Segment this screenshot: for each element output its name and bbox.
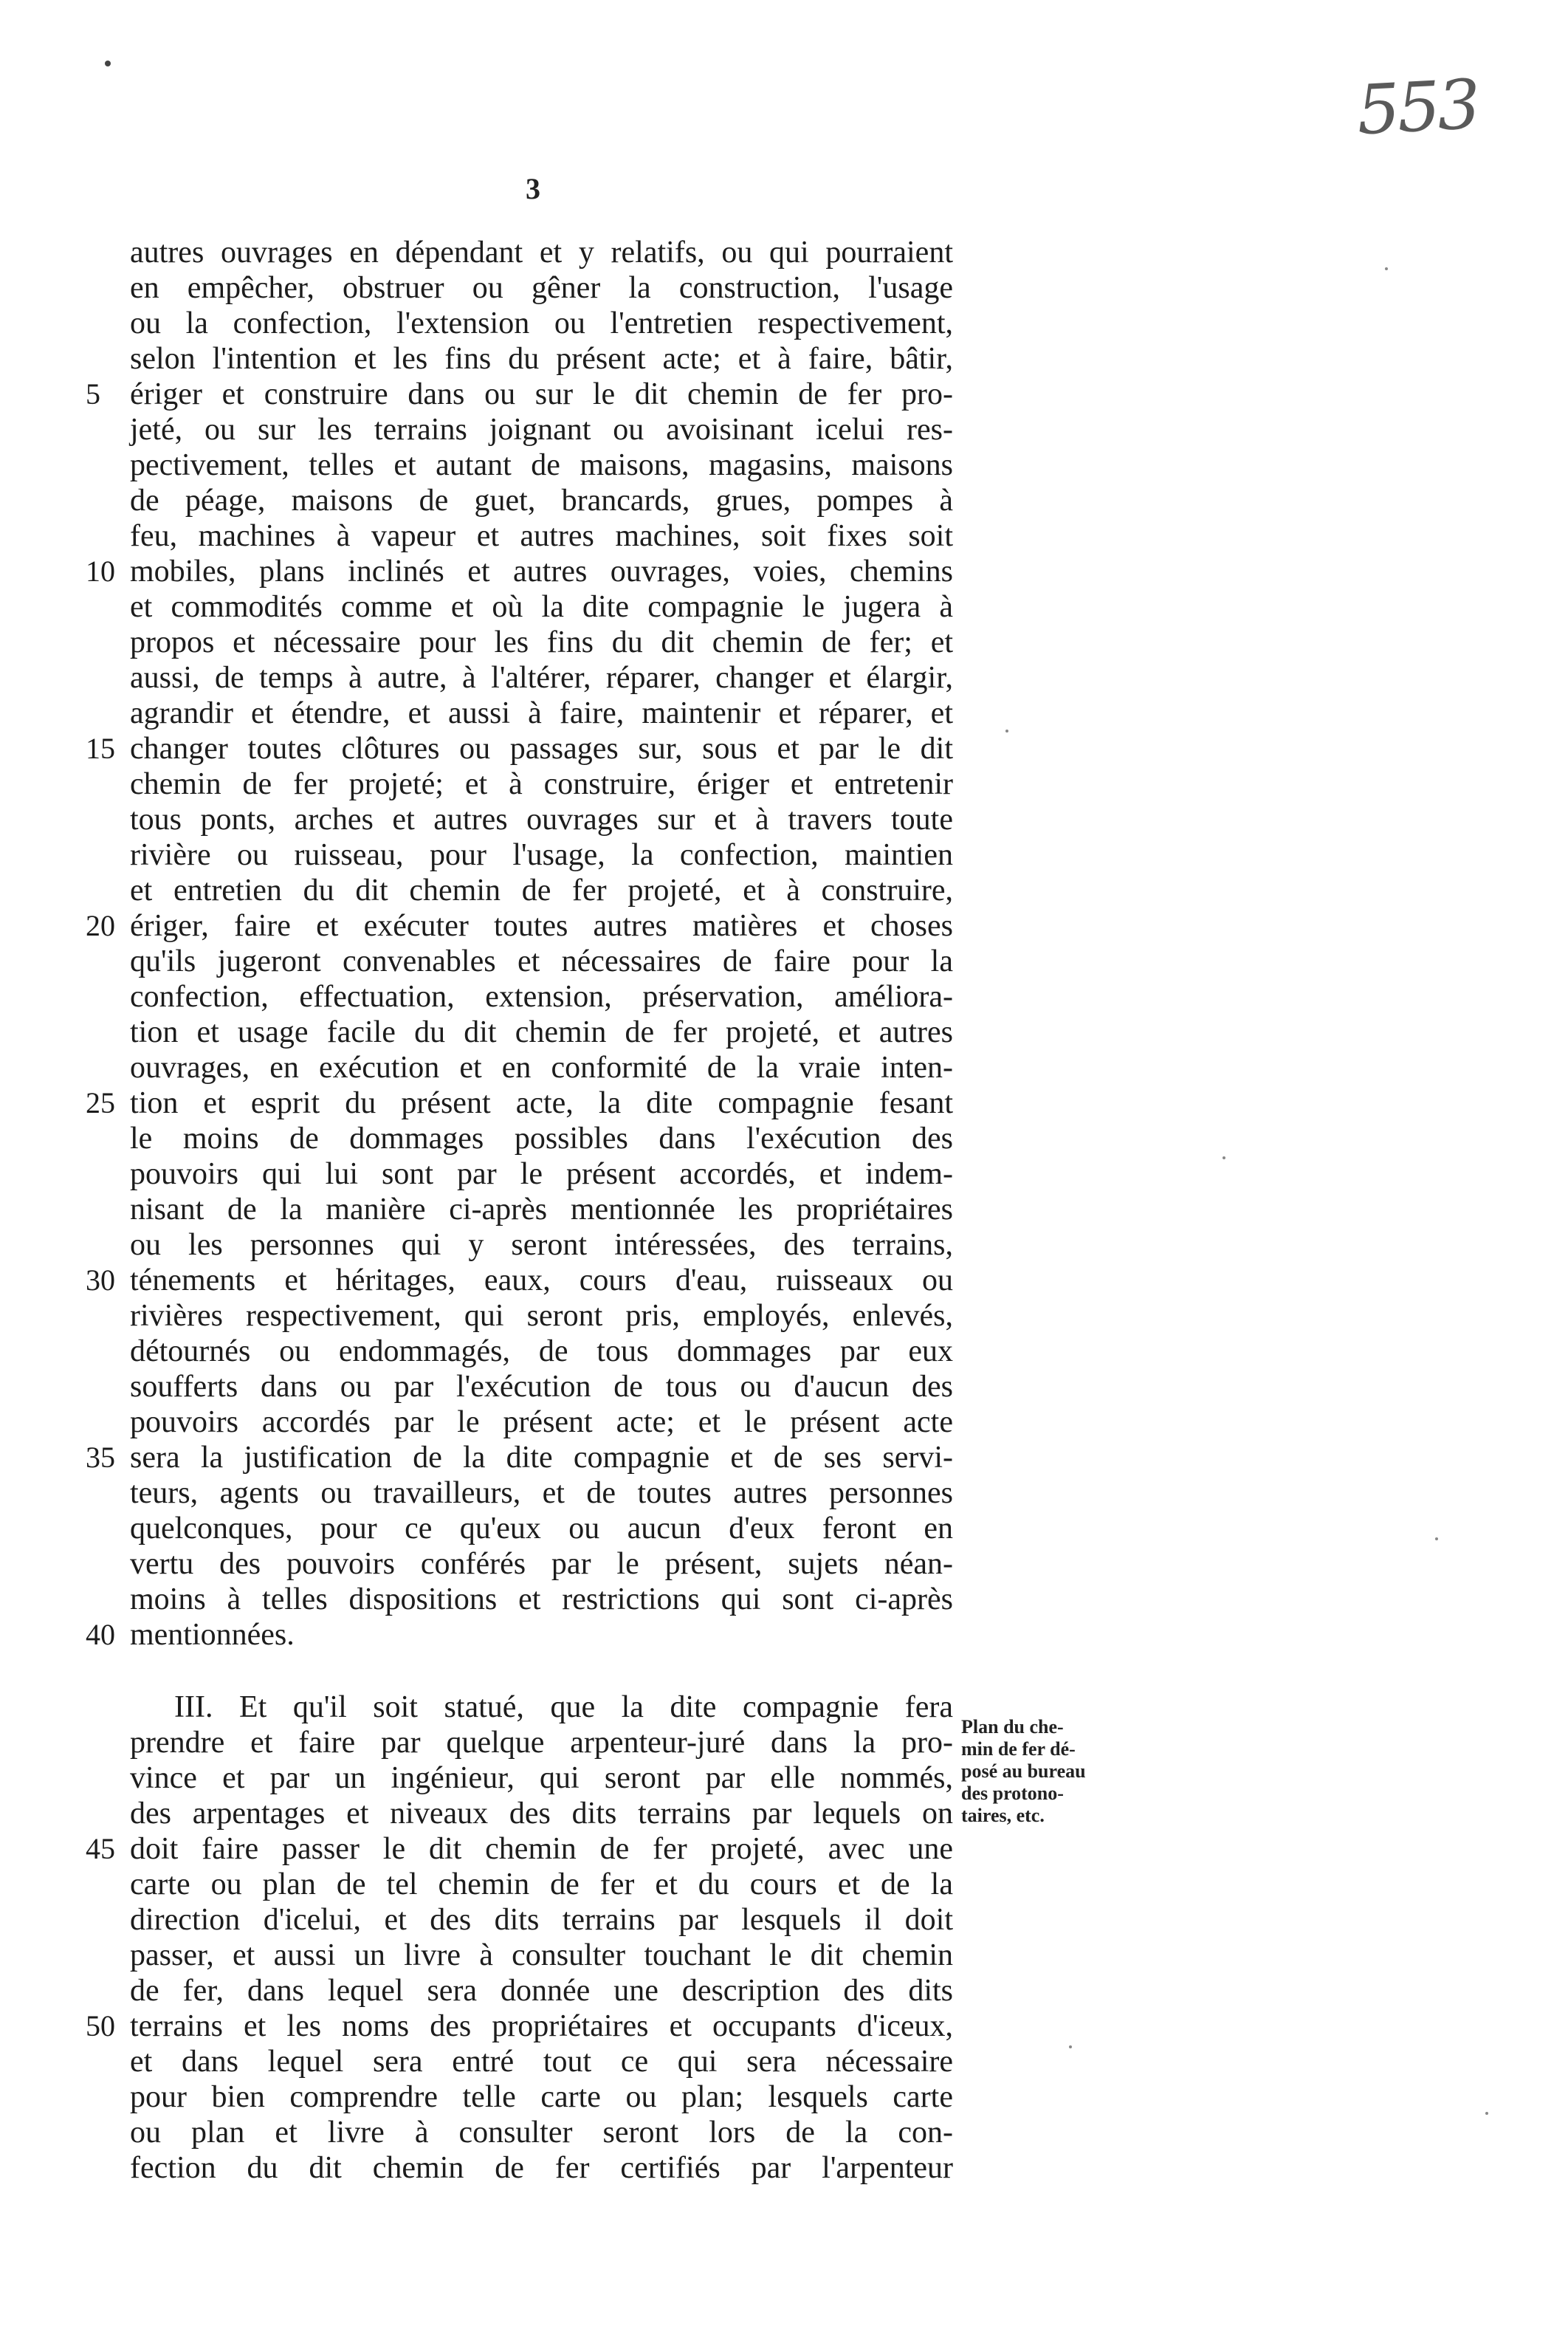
text-line	[130, 837, 953, 873]
text-line	[130, 306, 953, 341]
margin-note-line: posé au bureau	[961, 1760, 1086, 1782]
text-line	[130, 802, 953, 837]
text-line	[130, 447, 953, 483]
text-line	[130, 1938, 953, 1973]
text-line	[130, 1334, 953, 1369]
section-iii	[86, 1690, 953, 2186]
text-line	[130, 1796, 953, 1831]
speck	[1223, 1156, 1225, 1159]
text-line	[86, 1085, 953, 1121]
text-line	[130, 1121, 953, 1156]
line-text: et commodités comme et où la dite compagnie le jugera à	[130, 590, 953, 624]
margin-note-line: taires, etc.	[961, 1805, 1045, 1826]
line-number: 45	[86, 1832, 115, 1865]
text-line	[130, 1404, 953, 1440]
line-text: confection, effectuation, extension, préservation, améliora-	[130, 980, 953, 1014]
line-number: 40	[86, 1618, 115, 1651]
folio-number: 553	[1355, 64, 1480, 151]
line-text: aussi, de temps à autre, à l'altérer, réparer, changer et élargir,	[130, 661, 953, 695]
text-line	[130, 696, 953, 731]
text-line	[130, 589, 953, 625]
text-line	[86, 908, 953, 944]
line-text: ou plan et livre à consulter seront lors de la con-	[130, 2116, 953, 2150]
line-text: ténements et héritages, eaux, cours d'eau, ruisseaux ou	[130, 1263, 953, 1297]
text-line	[130, 2079, 953, 2115]
line-number: 50	[86, 2009, 115, 2042]
line-text: autres ouvrages en dépendant et y relatifs, ou qui pourraient	[130, 236, 953, 270]
text-line	[130, 766, 953, 802]
line-text: vince et par un ingénieur, qui seront par elle nommés,	[130, 1761, 953, 1795]
margin-note	[961, 1716, 1109, 1827]
text-line	[130, 1511, 953, 1546]
text-line	[130, 518, 953, 554]
line-text: quelconques, pour ce qu'eux ou aucun d'eux feront en	[130, 1512, 953, 1546]
text-line	[130, 1015, 953, 1050]
text-line	[130, 341, 953, 377]
line-text: détournés ou endommagés, de tous dommages par eux	[130, 1334, 953, 1368]
line-text: tous ponts, arches et autres ouvrages sur et à travers toute	[130, 803, 953, 837]
speck	[1069, 2045, 1072, 2048]
section-gap	[130, 1653, 953, 1690]
line-text: ériger et construire dans ou sur le dit chemin de fer pro-	[130, 377, 953, 411]
line-text: propos et nécessaire pour les fins du dit chemin de fer; et	[130, 625, 953, 659]
text-line	[130, 1546, 953, 1582]
line-text: de péage, maisons de guet, brancards, grues, pompes à	[130, 484, 953, 518]
line-text: direction d'icelui, et des dits terrains par lesquels il doit	[130, 1903, 953, 1937]
line-text: pouvoirs qui lui sont par le présent accordés, et indem-	[130, 1157, 953, 1191]
line-text: chemin de fer projeté; et à construire, ériger et entretenir	[130, 767, 953, 801]
line-text: ou les personnes qui y seront intéressées, des terrains,	[130, 1228, 953, 1262]
line-text: prendre et faire par quelque arpenteur-juré dans la pro-	[130, 1726, 953, 1760]
line-text: doit faire passer le dit chemin de fer projeté, avec une	[130, 1832, 953, 1866]
line-number: 30	[86, 1263, 115, 1297]
line-number: 5	[86, 377, 100, 411]
line-text: carte ou plan de tel chemin de fer et du cours et de la	[130, 1867, 953, 1901]
line-text: mentionnées.	[130, 1618, 295, 1652]
line-number: 20	[86, 909, 115, 942]
text-line	[130, 1582, 953, 1617]
text-line	[130, 2044, 953, 2079]
margin-note-line: des protono-	[961, 1783, 1064, 1804]
text-line	[130, 1227, 953, 1263]
line-text: terrains et les noms des propriétaires et occupants d'iceux,	[130, 2009, 953, 2043]
line-text: tion et usage facile du dit chemin de fer projeté, et autres	[130, 1015, 953, 1049]
line-text: soufferts dans ou par l'exécution de tous ou d'aucun des	[130, 1370, 953, 1404]
text-line	[86, 377, 953, 412]
text-line	[130, 412, 953, 447]
line-text: III. Et qu'il soit statué, que la dite compagnie fera	[174, 1690, 953, 1724]
line-text: rivières respectivement, qui seront pris, employés, enlevés,	[130, 1299, 953, 1333]
text-line	[86, 1831, 953, 1867]
text-line	[130, 483, 953, 518]
margin-note-line: Plan du che-	[961, 1716, 1064, 1737]
text-line	[130, 2150, 953, 2186]
text-line	[130, 1902, 953, 1938]
text-line	[86, 554, 953, 589]
text-line	[86, 1440, 953, 1475]
ink-mark	[105, 61, 111, 66]
line-text: vertu des pouvoirs conférés par le présent, sujets néan-	[130, 1547, 953, 1581]
line-text: rivière ou ruisseau, pour l'usage, la confection, maintien	[130, 838, 953, 872]
text-line	[130, 1760, 953, 1796]
line-text: sera la justification de la dite compagnie et de ses servi-	[130, 1441, 953, 1475]
text-line	[130, 625, 953, 660]
line-text: selon l'intention et les fins du présent acte; et à faire, bâtir,	[130, 342, 953, 376]
speck	[1005, 730, 1008, 733]
page-number: 3	[526, 172, 540, 205]
text-line	[130, 270, 953, 306]
text-line	[130, 1475, 953, 1511]
body-text	[86, 235, 953, 2186]
line-text: passer, et aussi un livre à consulter touchant le dit chemin	[130, 1938, 953, 1972]
line-number: 25	[86, 1086, 115, 1119]
text-line	[130, 1050, 953, 1085]
speck	[1385, 267, 1388, 270]
line-text: tion et esprit du présent acte, la dite compagnie fesant	[130, 1086, 953, 1120]
line-text: ou la confection, l'extension ou l'entretien respectivement,	[130, 306, 953, 340]
line-text: des arpentages et niveaux des dits terrains par lequels on	[130, 1797, 953, 1831]
line-text: pour bien comprendre telle carte ou plan; lesquels carte	[130, 2080, 953, 2114]
line-text: pectivement, telles et autant de maisons, magasins, maisons	[130, 448, 953, 482]
line-text: en empêcher, obstruer ou gêner la construction, l'usage	[130, 271, 953, 305]
text-line	[86, 1617, 953, 1653]
line-number: 10	[86, 555, 115, 588]
line-text: ériger, faire et exécuter toutes autres matières et choses	[130, 909, 953, 943]
line-text: ouvrages, en exécution et en conformité de la vraie inten-	[130, 1051, 953, 1085]
line-number: 15	[86, 732, 115, 765]
text-line	[130, 1973, 953, 2008]
text-line	[130, 1156, 953, 1192]
line-text: et dans lequel sera entré tout ce qui sera nécessaire	[130, 2045, 953, 2079]
text-line	[130, 873, 953, 908]
line-text: fection du dit chemin de fer certifiés par l'arpenteur	[130, 2151, 953, 2185]
line-text: teurs, agents ou travailleurs, et de toutes autres personnes	[130, 1476, 953, 1510]
text-line	[130, 1369, 953, 1404]
speck	[1435, 1537, 1438, 1540]
text-line	[86, 731, 953, 766]
line-text: qu'ils jugeront convenables et nécessaires de faire pour la	[130, 944, 953, 978]
line-text: pouvoirs accordés par le présent acte; et le présent acte	[130, 1405, 953, 1439]
line-text: le moins de dommages possibles dans l'exécution des	[130, 1122, 953, 1156]
text-line	[130, 235, 953, 270]
text-line	[130, 1867, 953, 1902]
line-text: agrandir et étendre, et aussi à faire, maintenir et réparer, et	[130, 696, 953, 730]
line-text: de fer, dans lequel sera donnée une description des dits	[130, 1974, 953, 2008]
line-text: nisant de la manière ci-après mentionnée les propriétaires	[130, 1193, 953, 1227]
margin-note-line: min de fer dé-	[961, 1738, 1076, 1760]
text-line	[130, 1725, 953, 1760]
speck	[1485, 2112, 1488, 2115]
text-line	[86, 1263, 953, 1298]
line-text: changer toutes clôtures ou passages sur, sous et par le dit	[130, 732, 953, 766]
text-line	[130, 944, 953, 979]
line-text: feu, machines à vapeur et autres machines, soit fixes soit	[130, 519, 953, 553]
line-text: et entretien du dit chemin de fer projeté, et à construire,	[130, 874, 953, 908]
text-line	[130, 979, 953, 1015]
text-line	[130, 1298, 953, 1334]
text-line	[130, 1690, 953, 1725]
line-number: 35	[86, 1441, 115, 1474]
text-line	[130, 660, 953, 696]
line-text: jeté, ou sur les terrains joignant ou avoisinant icelui res-	[130, 413, 953, 447]
line-text: mobiles, plans inclinés et autres ouvrages, voies, chemins	[130, 555, 953, 589]
text-line	[130, 2115, 953, 2150]
line-text: moins à telles dispositions et restrictions qui sont ci-après	[130, 1582, 953, 1616]
text-line	[130, 1192, 953, 1227]
text-line	[86, 2008, 953, 2044]
